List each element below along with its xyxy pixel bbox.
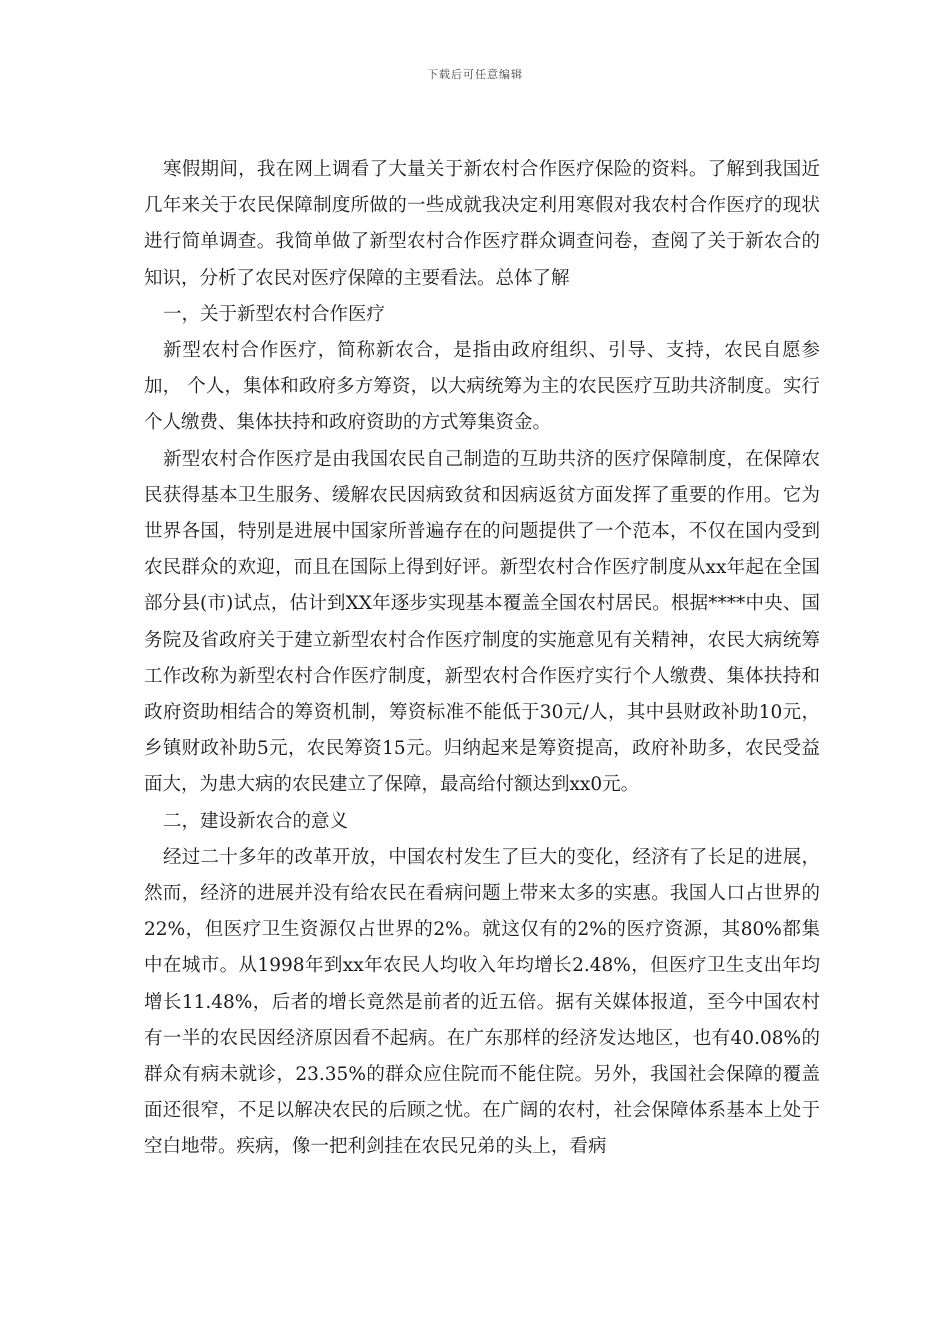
section-heading-1: 一，关于新型农村合作医疗 — [163, 303, 386, 325]
page-header: 下载后可任意编辑 — [427, 68, 523, 81]
paragraph-definition: 新型农村合作医疗，简称新农合，是指由政府组织、引导、支持，农民自愿参加， 个人，集体和政府多方筹资，以大病统筹为主的农民医疗互助共济制度。实行个人缴费、集体扶持和政府资助的方式筹集资金。 — [144, 340, 820, 434]
paragraph-intro: 寒假期间，我在网上调看了大量关于新农村合作医疗保险的资料。了解到我国近几年来关于农民保障制度所做的一些成就我决定利用寒假对我农村合作医疗的现状进行简单调查。我简单做了新型农村合作医疗群众调查问卷，查阅了关于新农合的知识，分析了农民对医疗保障的主要看法。总体了解 — [144, 159, 820, 289]
section-heading-2: 二，建设新农合的意义 — [163, 810, 349, 832]
document-body — [144, 152, 820, 1166]
paragraph-significance: 经过二十多年的改革开放，中国农村发生了巨大的变化，经济有了长足的进展，然而，经济的进展并没有给农民在看病问题上带来太多的实惠。我国人口占世界的22%，但医疗卫生资源仅占世界的2%。就这仅有的2%的医疗资源，其80%都集中在城市。从1998年到xx年农民人均收入年均增长2.48%，但医疗卫生支出年均增长11.48%，后者的增长竟然是前者的近五倍。据有关媒体报道，至今中国农村有一半的农民因经济原因看不起病。在广东那样的经济发达地区，也有40.08%的群众有病未就诊，23.35%的群众应住院而不能住院。另外，我国社会保障的覆盖面还很窄，不足以解决农民的后顾之忧。在广阔的农村，社会保障体系基本上处于空白地带。疾病，像一把利剑挂在农民兄弟的头上，看病 — [144, 846, 820, 1158]
paragraph-system-details: 新型农村合作医疗是由我国农民自己制造的互助共济的医疗保障制度，在保障农民获得基本卫生服务、缓解农民因病致贫和因病返贫方面发挥了重要的作用。它为世界各国，特别是进展中国家所普遍存在的问题提供了一个范本，不仅在国内受到农民群众的欢迎，而且在国际上得到好评。新型农村合作医疗制度从xx年起在全国部分县(市)试点，估计到XX年逐步实现基本覆盖全国农村居民。根据****中央、国务院及省政府关于建立新型农村合作医疗制度的实施意见有关精神，农民大病统筹工作改称为新型农村合作医疗制度，新型农村合作医疗实行个人缴费、集体扶持和政府资助相结合的筹资机制，筹资标准不能低于30元/人，其中县财政补助10元，乡镇财政补助5元，农民筹资15元。归纳起来是筹资提高，政府补助多，农民受益面大，为患大病的农民建立了保障，最高给付额达到xx0元。 — [144, 448, 820, 796]
